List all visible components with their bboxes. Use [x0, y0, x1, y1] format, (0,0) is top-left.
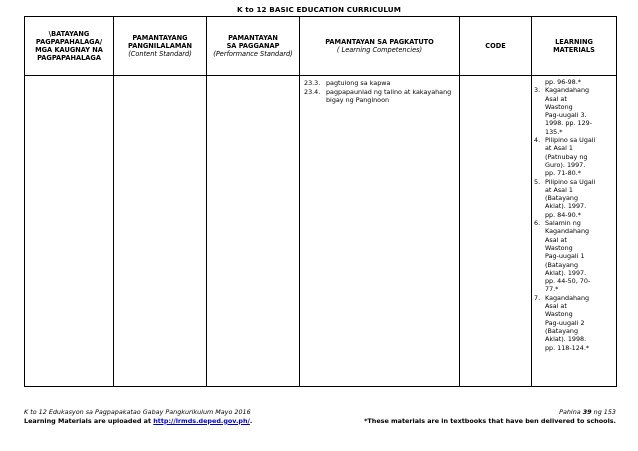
material-number: 4. [534, 136, 541, 145]
header-line: \BATAYANG [48, 30, 90, 38]
header-subtitle: (Performance Standard) [213, 50, 293, 58]
material-line: (Batayang [545, 194, 579, 203]
header-line: PAMANTAYAN SA PAGKATUTO [325, 38, 434, 46]
competency-item [304, 88, 455, 97]
material-number: 6. [534, 219, 541, 228]
header-performance-standard [207, 17, 300, 76]
footer-right [364, 408, 616, 425]
material-line: pp. 84-90.* [545, 210, 581, 219]
material-line: (Batayang [545, 260, 579, 269]
material-line: Aklat). 1997. [545, 268, 587, 277]
material-item [534, 86, 614, 136]
footer-textbook-note: *These materials are in textbooks that have ben delivered to schools. [364, 416, 616, 425]
material-line: 135.* [545, 127, 563, 136]
header-line: PANGNILALAMAN [127, 42, 193, 50]
page-number [364, 408, 616, 417]
competency-text: bigay ng Panginoon [326, 96, 390, 105]
cell-learning-materials [532, 76, 617, 387]
page-header-title: K to 12 BASIC EDUCATION CURRICULUM [237, 5, 401, 14]
header-line: MATERIALS [553, 46, 595, 54]
header-subtitle: (Content Standard) [128, 50, 192, 58]
material-line: Kagandahang [545, 86, 590, 95]
header-code [460, 17, 532, 76]
material-number: 5. [534, 177, 541, 186]
lrmds-link[interactable]: http://lrmds.deped.gov.ph/ [153, 416, 250, 425]
header-content-standard [114, 17, 207, 76]
material-line: Pilipino sa Ugali [545, 136, 596, 145]
material-text [545, 294, 614, 352]
material-line: Wastong [545, 102, 573, 111]
material-line: pp. 44-50, 70- [545, 277, 591, 286]
material-line: 77.* [545, 285, 559, 294]
header-line: MGA KAUGNAY NA [35, 46, 103, 54]
cell-competencies [300, 76, 460, 387]
header-line: PAGPAPAHALAGA [37, 54, 101, 62]
competency-text: pagpapaunlad ng talino at kakayahang [326, 87, 452, 96]
footer-left [24, 408, 252, 425]
material-line: Pilipino sa Ugali [545, 177, 596, 186]
material-item [534, 219, 614, 294]
header-subtitle: ( Learning Competencies) [336, 46, 423, 54]
competency-item [304, 79, 455, 88]
footer-upload-text: Learning Materials are uploaded at [24, 416, 154, 425]
header-learning-competencies [300, 17, 460, 76]
curriculum-table [24, 16, 617, 387]
cell-performance-standard [207, 76, 300, 387]
material-number: 7. [534, 293, 541, 302]
material-line: Salamin ng [545, 219, 581, 228]
material-text [545, 136, 614, 177]
footer-upload-suffix: . [249, 416, 253, 425]
footer-upload-note [24, 417, 252, 426]
material-text [545, 86, 614, 136]
header-line: PAGPAPAHALAGA/ [35, 38, 103, 46]
material-line: Wastong [545, 310, 573, 319]
material-line: Aklat). 1997. [545, 202, 587, 211]
material-continuation: pp. 96-98.* [545, 78, 581, 86]
cell-code [460, 76, 532, 387]
material-line: at Asal 1 [545, 185, 573, 194]
material-item [534, 178, 614, 219]
footer-guide-title: K to 12 Edukasyon sa Pagpapakatao Gabay Pangkurikulum Mayo 2016 [24, 408, 251, 416]
materials-list [532, 76, 616, 352]
cell-core-values [25, 76, 114, 387]
material-line: pp. 118-124.* [545, 343, 590, 352]
material-line: (Batayang [545, 326, 579, 335]
material-line: Wastong [545, 243, 573, 252]
header-line: SA PAGGANAP [226, 42, 280, 50]
competency-item [304, 96, 455, 105]
page-current: 39 [582, 408, 592, 416]
material-line: at Asal 1 [545, 144, 573, 153]
material-item [534, 136, 614, 177]
material-line: Kagandahang [545, 293, 590, 302]
material-line: Asal at [545, 94, 567, 103]
table-header-row [25, 17, 617, 76]
material-line: Pag-uugali 2 [545, 318, 585, 327]
material-line: Aklat). 1998. [545, 335, 587, 344]
header-line: CODE [485, 42, 506, 50]
cell-content-standard [114, 76, 207, 387]
page-total: ng 153 [593, 408, 616, 416]
table-row [25, 76, 617, 387]
material-line: Pag-uugali 1 [545, 252, 585, 261]
material-line: (Patnubay ng [545, 152, 588, 161]
material-item [534, 294, 614, 352]
header-line: PAMANTAYANG [132, 34, 188, 42]
competency-number: 23.3. [304, 79, 321, 87]
competency-text: pagtulong sa kapwa [326, 79, 391, 87]
header-line: LEARNING [555, 38, 593, 46]
material-line: Asal at [545, 302, 567, 311]
page-label: Pahina [559, 408, 581, 416]
material-text [545, 219, 614, 294]
header-learning-materials [532, 17, 617, 76]
material-line: Asal at [545, 235, 567, 244]
header-line: PAMANTAYAN [228, 34, 278, 42]
material-line: Kagandahang [545, 227, 590, 236]
header-core-values [25, 17, 114, 76]
material-line: Pag-uugali 3. [545, 111, 587, 120]
competency-number: 23.4. [304, 87, 321, 96]
material-line: 1998. pp. 129- [545, 119, 593, 128]
material-text [545, 178, 614, 219]
competency-number [304, 96, 326, 105]
material-line: Guro). 1997. [545, 160, 586, 169]
material-number: 3. [534, 86, 541, 95]
material-line: pp. 71-80.* [545, 169, 581, 178]
